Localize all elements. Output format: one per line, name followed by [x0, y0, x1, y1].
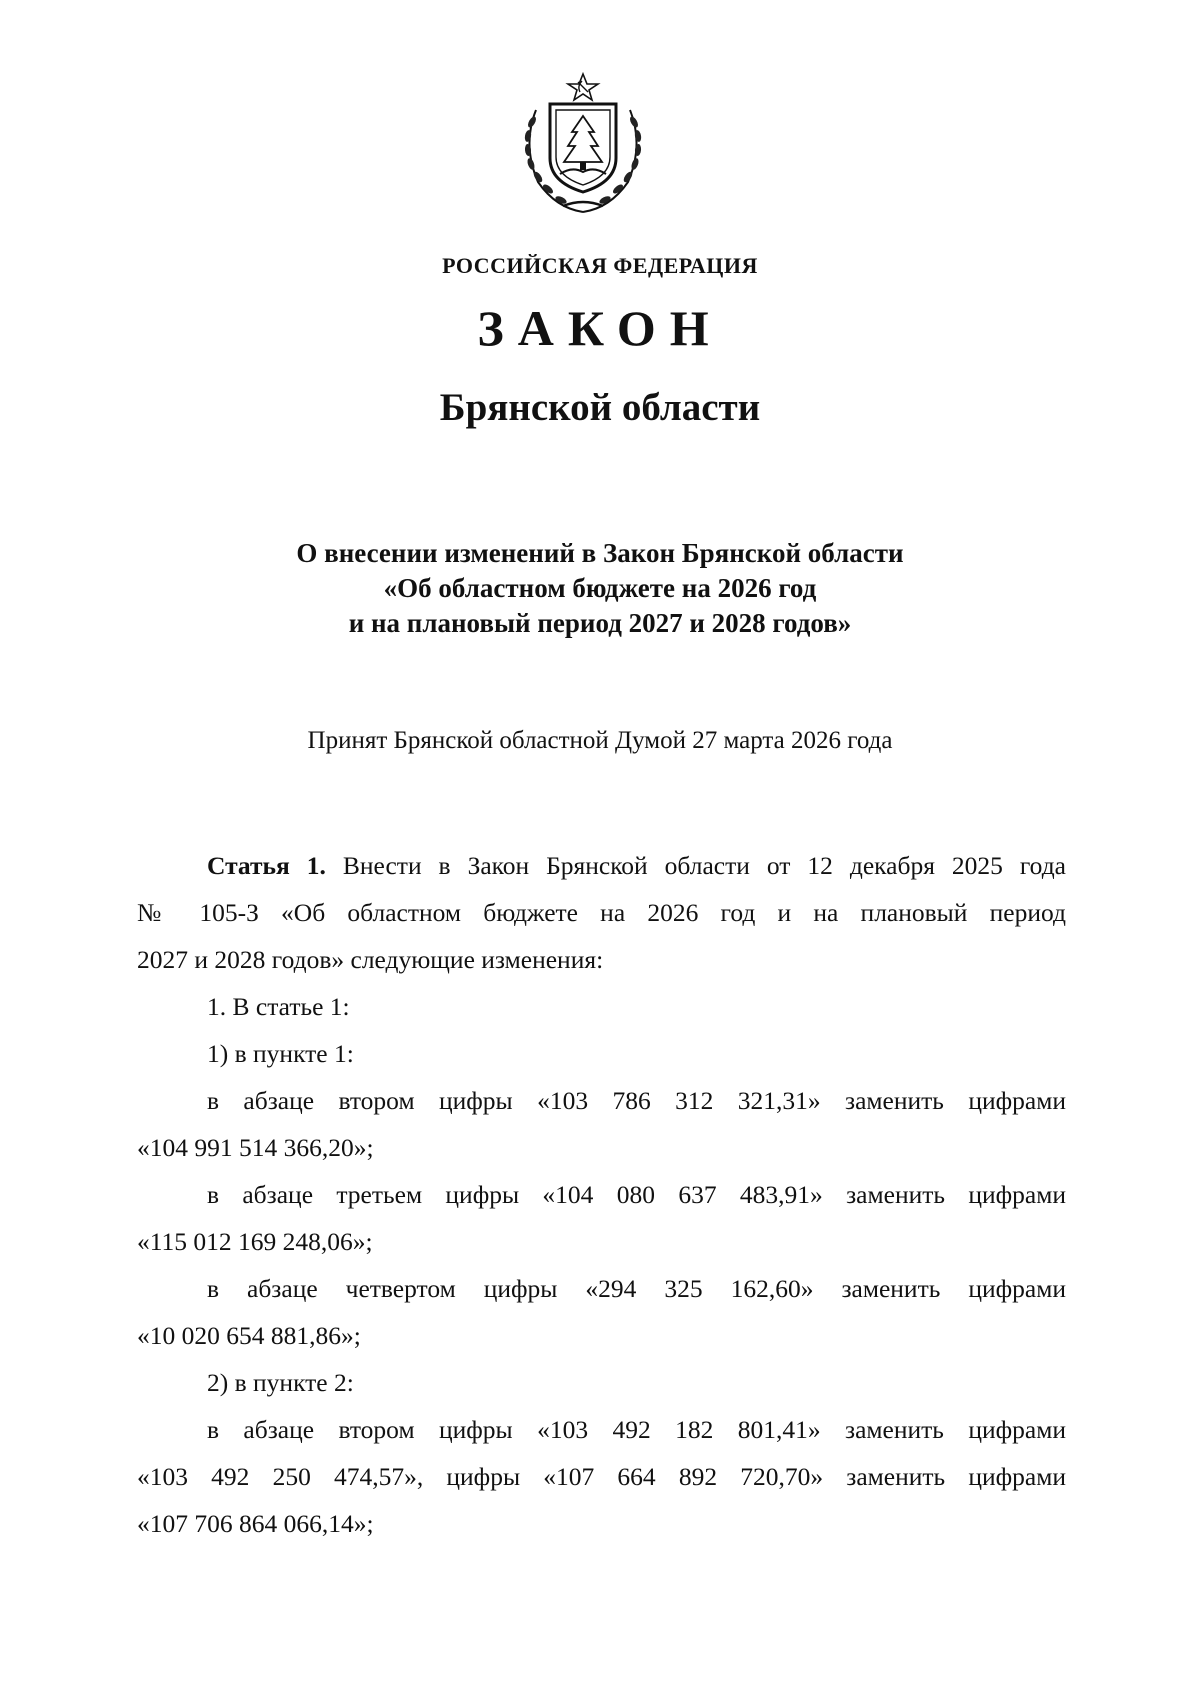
adoption-statement: Принят Брянской областной Думой 27 марта 2026 года	[307, 727, 893, 754]
subitem-heading: 1) в пункте 1:	[207, 1039, 354, 1068]
country-heading: РОССИЙСКАЯ ФЕДЕРАЦИЯ	[442, 253, 758, 278]
document-type-heading: ЗАКОН	[477, 300, 723, 356]
coat-of-arms-emblem	[508, 70, 658, 220]
law-title	[0, 536, 1200, 641]
law-title-line: О внесении изменений в Закон Брянской области	[296, 538, 904, 568]
law-title-line: и на плановый период 2027 и 2028 годов»	[348, 608, 852, 638]
law-title-line: «Об областном бюджете на 2026 год	[383, 573, 817, 603]
amendment-line: «104 991 514 366,20»;	[137, 1133, 374, 1162]
amendment-line: в абзаце третьем цифры «104 080 637 483,91» заменить цифрами	[207, 1180, 1066, 1209]
article-line	[137, 842, 1066, 889]
amendment-line: в абзаце втором цифры «103 786 312 321,31» заменить цифрами	[207, 1086, 1066, 1115]
article-line: 2027 и 2028 годов» следующие изменения:	[137, 945, 604, 974]
article-text: Внести в Закон Брянской области от 12 декабря 2025 года	[342, 851, 1066, 880]
amendment-line: в абзаце четвертом цифры «294 325 162,60» заменить цифрами	[207, 1274, 1066, 1303]
amendment-line: «10 020 654 881,86»;	[137, 1321, 361, 1350]
subitem-heading: 2) в пункте 2:	[207, 1368, 354, 1397]
article-label: Статья 1.	[207, 851, 326, 880]
article-line: № 105-З «Об областном бюджете на 2026 год и на плановый период	[137, 898, 1066, 927]
amendment-line: в абзаце втором цифры «103 492 182 801,41» заменить цифрами	[207, 1415, 1066, 1444]
amendment-line: «103 492 250 474,57», цифры «107 664 892 720,70» заменить цифрами	[137, 1462, 1066, 1491]
amendment-line: «107 706 864 066,14»;	[137, 1509, 374, 1538]
amendment-line: «115 012 169 248,06»;	[137, 1227, 373, 1256]
law-body	[137, 842, 1066, 1547]
item-heading: 1. В статье 1:	[207, 992, 350, 1021]
region-heading: Брянской области	[439, 386, 761, 429]
